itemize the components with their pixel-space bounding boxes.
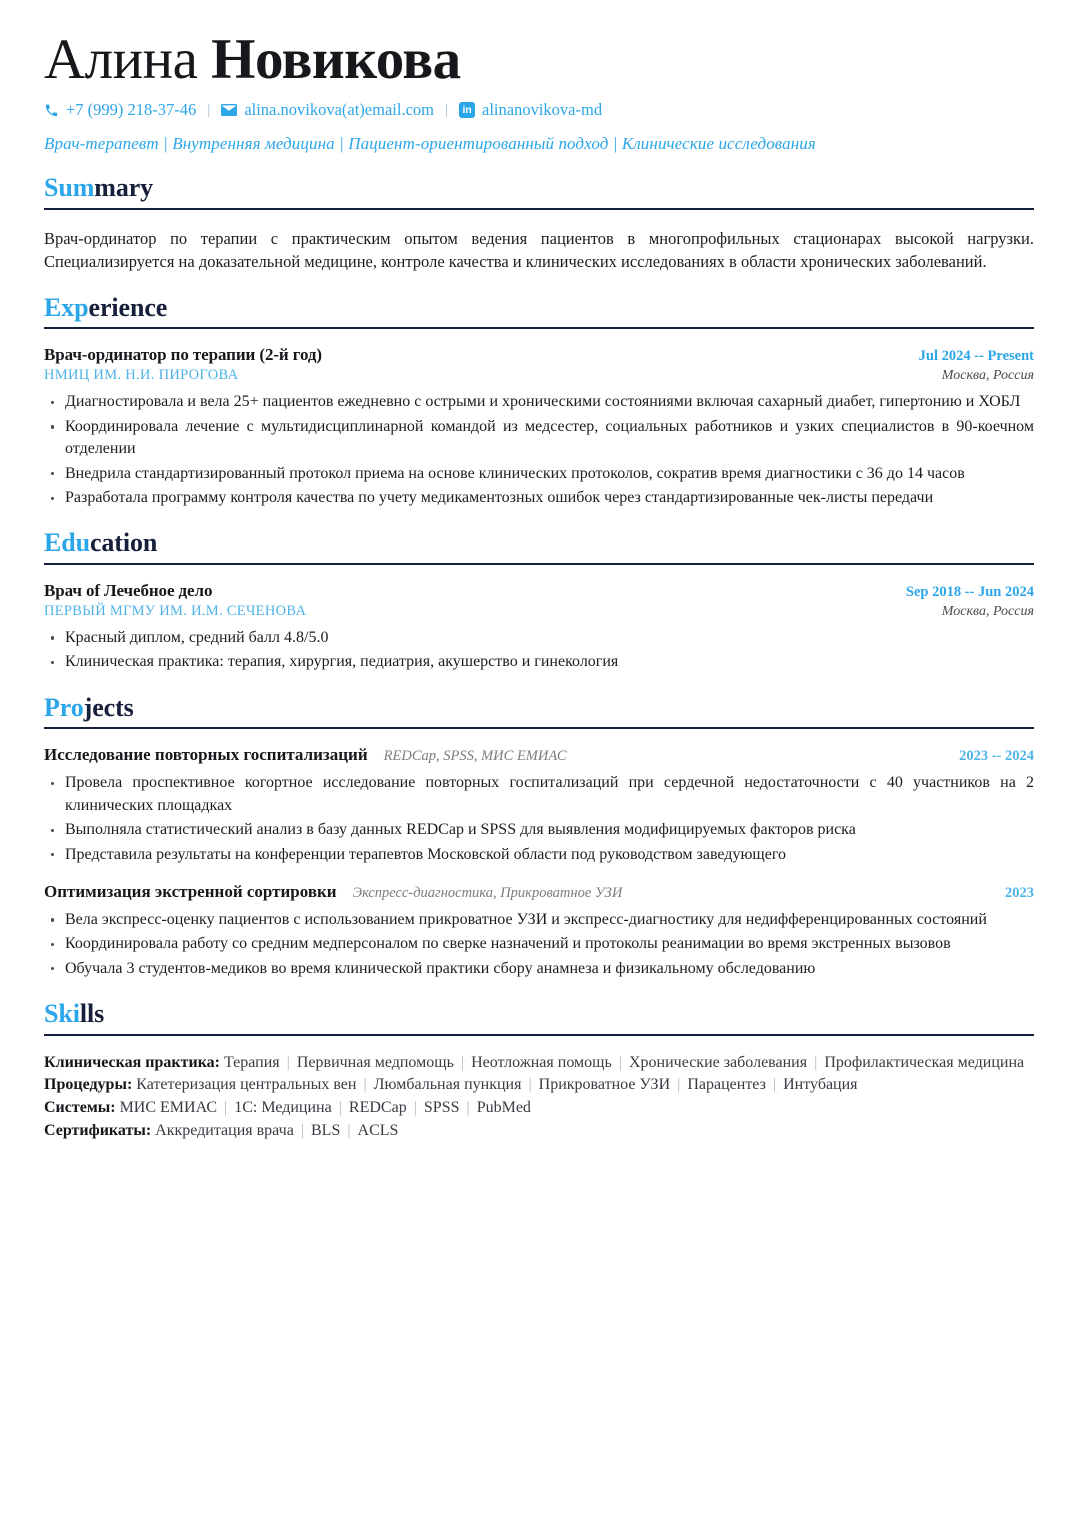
experience-entry	[44, 345, 1034, 509]
project-title: Оптимизация экстренной сортировки	[44, 881, 337, 901]
project-date: 2023	[1005, 884, 1034, 901]
section-heading-education	[44, 529, 1034, 558]
skill-category-label: Системы:	[44, 1099, 120, 1117]
summary-text: Врач-ординатор по терапии с практическим опытом ведения пациентов в многопрофильных стационарах высокой нагрузки. Специализируется на доказательной медицине, контроле качества и клинических исследованиях в области хронических заболеваний.	[44, 229, 1034, 272]
phone-icon	[44, 103, 59, 118]
contact-separator-2: |	[445, 101, 449, 118]
entry-date: Jul 2024 -- Present	[918, 348, 1034, 365]
skill-item: Терапия	[224, 1053, 280, 1071]
project-stack: Экспресс-диагностика, Прикроватное УЗИ	[352, 884, 623, 901]
entry-title-row	[44, 345, 1034, 365]
skill-item: Интубация	[783, 1076, 858, 1094]
section-divider	[44, 563, 1034, 565]
project-head-row	[44, 745, 1034, 765]
bullet-text: Разработала программу контроля качества по учету медикаментозных ошибок через стандартизированные чек-листы передачи	[65, 489, 934, 506]
section-summary	[44, 174, 1034, 273]
skill-row	[44, 1052, 1034, 1074]
entry-date: Sep 2018 -- Jun 2024	[905, 583, 1034, 600]
bullet-list	[44, 627, 1034, 674]
entry-org-row	[44, 603, 1034, 620]
bullet-text: Координировала лечение с мультидисциплинарной командой из медсестер, социальных работников и узких специалистов в 90-коечном отделении	[65, 417, 1034, 458]
skill-separator: |	[618, 1053, 622, 1071]
bullet-text: Клиническая практика: терапия, хирургия, педиатрия, акушерство и гинекология	[65, 653, 619, 671]
contact-line	[44, 100, 1034, 120]
skill-item: Профилактическая медицина	[824, 1053, 1025, 1071]
envelope-icon	[221, 104, 237, 116]
skill-item: Парацентез	[687, 1076, 766, 1094]
entry-title: Врач-ординатор по терапии (2-й год)	[44, 345, 322, 365]
heading-dark-part: lls	[79, 999, 105, 1029]
entry-organization: ПЕРВЫЙ МГМУ ИМ. И.М. СЕЧЕНОВА	[44, 602, 307, 619]
education-list	[44, 581, 1034, 674]
bullet-item	[44, 463, 1034, 485]
bullet-text: Выполняла статистический анализ в базу данных REDCap и SPSS для выявления модифицируемых факторов риска	[65, 821, 856, 839]
bullet-item	[44, 651, 1034, 673]
skill-row	[44, 1097, 1034, 1119]
contact-phone[interactable]	[44, 100, 196, 120]
contact-separator-1: |	[207, 101, 211, 118]
first-name: Алина	[44, 28, 198, 91]
project-head-row	[44, 882, 1034, 902]
bullet-item	[44, 772, 1034, 817]
project-entry	[44, 882, 1034, 980]
heading-accent-part: Pro	[44, 692, 84, 722]
skill-item: Аккредитация врача	[155, 1121, 294, 1139]
skill-row	[44, 1120, 1034, 1142]
skill-item: ACLS	[357, 1121, 399, 1139]
skill-separator: |	[300, 1121, 304, 1139]
contact-linkedin[interactable]	[459, 100, 602, 120]
project-date: 2023 -- 2024	[959, 748, 1034, 765]
bullet-text: Координировала работу со средним медперсоналом по сверке назначений и протоколы реанимации во время экстренных вызовов	[65, 935, 951, 953]
bullet-text: Провела проспективное когортное исследование повторных госпитализаций при сердечной недостаточности с 40 участников на 2 клинических площадках	[65, 774, 1034, 814]
skill-separator: |	[363, 1076, 367, 1094]
email-text: alina.novikova(at)email.com	[244, 100, 434, 120]
skill-items	[224, 1054, 1024, 1071]
last-name: Новикова	[211, 28, 461, 91]
project-head-left	[44, 882, 622, 902]
project-entry	[44, 745, 1034, 866]
section-divider	[44, 327, 1034, 329]
entry-location: Москва, Россия	[941, 603, 1034, 619]
section-heading-projects	[44, 694, 1034, 723]
bullet-item	[44, 958, 1034, 980]
skill-item: МИС ЕМИАС	[119, 1099, 217, 1117]
skill-item: Хронические заболевания	[628, 1053, 808, 1071]
projects-list	[44, 745, 1034, 980]
skill-item: 1С: Медицина	[234, 1099, 332, 1117]
entry-title-row	[44, 581, 1034, 601]
bullet-item	[44, 844, 1034, 866]
bullet-item	[44, 627, 1034, 649]
skill-row	[44, 1074, 1034, 1096]
section-education	[44, 529, 1034, 673]
skill-separator: |	[677, 1076, 681, 1094]
resume-header	[44, 30, 1034, 154]
skill-separator: |	[528, 1076, 532, 1094]
project-title: Исследование повторных госпитализаций	[44, 745, 368, 765]
bullet-list	[44, 391, 1034, 509]
bullet-item	[44, 819, 1034, 841]
bullet-text: Красный диплом, средний балл 4.8/5.0	[65, 628, 329, 646]
section-divider	[44, 727, 1034, 729]
heading-dark-part: jects	[83, 692, 134, 722]
skill-separator: |	[347, 1121, 351, 1139]
skill-separator: |	[772, 1076, 777, 1094]
heading-accent-part: Ski	[44, 999, 80, 1029]
skill-category-label: Клиническая практика:	[44, 1053, 225, 1071]
bullet-text: Вела экспресс-оценку пациентов с использованием прикроватное УЗИ и экспресс-диагностику для недифференцированных состояний	[65, 910, 987, 928]
section-skills	[44, 1000, 1034, 1142]
candidate-name	[44, 30, 1034, 90]
skill-separator: |	[224, 1099, 228, 1117]
skill-item: Прикроватное УЗИ	[538, 1076, 671, 1094]
skill-item: Люмбальная пункция	[373, 1076, 522, 1094]
entry-org-row	[44, 367, 1034, 384]
bullet-text: Внедрила стандартизированный протокол приема на основе клинических протоколов, сократив время диагностики с 36 до 14 часов	[65, 464, 965, 482]
linkedin-icon: in	[459, 102, 475, 118]
entry-title: Врач of Лечебное дело	[44, 580, 213, 600]
bullet-item	[44, 933, 1034, 955]
bullet-list	[44, 909, 1034, 980]
section-heading-experience	[44, 294, 1034, 323]
skill-separator: |	[413, 1099, 417, 1117]
skill-separator: |	[338, 1099, 342, 1117]
bullet-item	[44, 416, 1034, 461]
education-entry	[44, 581, 1034, 674]
contact-email[interactable]	[221, 100, 434, 120]
heading-accent-part: Exp	[44, 292, 89, 322]
skill-category-label: Процедуры:	[44, 1076, 137, 1094]
skill-items	[155, 1122, 398, 1139]
skill-separator: |	[466, 1099, 470, 1117]
skill-items	[120, 1099, 531, 1116]
section-heading-summary	[44, 174, 1034, 203]
professional-tagline: Врач-терапевт | Внутренняя медицина | Пациент-ориентированный подход | Клинические исследования	[44, 134, 816, 154]
skill-item: Катетеризация центральных вен	[136, 1076, 357, 1094]
skill-item: Неотложная помощь	[471, 1053, 612, 1071]
section-divider	[44, 208, 1034, 210]
entry-organization: НМИЦ ИМ. Н.И. ПИРОГОВА	[44, 367, 239, 384]
bullet-text: Диагностировала и вела 25+ пациентов ежедневно с острыми и хроническими состояниями включая сахарный диабет, гипертонию и ХОБЛ	[65, 393, 1021, 411]
skill-item: REDCap	[348, 1099, 407, 1117]
skill-separator: |	[460, 1053, 465, 1071]
entry-location: Москва, Россия	[941, 368, 1034, 384]
skill-item: PubMed	[476, 1099, 531, 1117]
skill-item: Первичная медпомощь	[296, 1053, 454, 1071]
project-head-left	[44, 745, 567, 765]
experience-list	[44, 345, 1034, 509]
phone-text: +7 (999) 218-37-46	[66, 100, 197, 120]
skill-items	[136, 1076, 857, 1093]
heading-accent-part: Edu	[44, 528, 90, 558]
skill-item: SPSS	[423, 1099, 460, 1117]
bullet-list	[44, 772, 1034, 866]
project-stack: REDCap, SPSS, МИС ЕМИАС	[383, 748, 567, 765]
section-experience	[44, 294, 1034, 510]
skill-separator: |	[814, 1053, 818, 1071]
bullet-text: Обучала 3 студентов-медиков во время клинической практики сбору анамнеза и физикальному обследованию	[65, 959, 816, 977]
skill-category-label: Сертификаты:	[44, 1121, 156, 1139]
bullet-text: Представила результаты на конференции терапевтов Московской области под руководством заведующего	[65, 845, 786, 863]
section-projects	[44, 694, 1034, 980]
linkedin-text: alinanovikova-md	[482, 100, 603, 120]
heading-dark-part: erience	[88, 292, 168, 322]
bullet-item	[44, 909, 1034, 931]
heading-accent-part: Sum	[44, 173, 95, 203]
section-divider	[44, 1034, 1034, 1036]
bullet-item	[44, 391, 1034, 413]
section-heading-skills	[44, 1000, 1034, 1029]
skills-list	[44, 1052, 1034, 1142]
skill-separator: |	[286, 1053, 290, 1071]
heading-dark-part: cation	[89, 528, 158, 558]
heading-dark-part: mary	[94, 173, 154, 203]
bullet-item	[44, 487, 1034, 509]
skill-item: BLS	[311, 1121, 341, 1139]
